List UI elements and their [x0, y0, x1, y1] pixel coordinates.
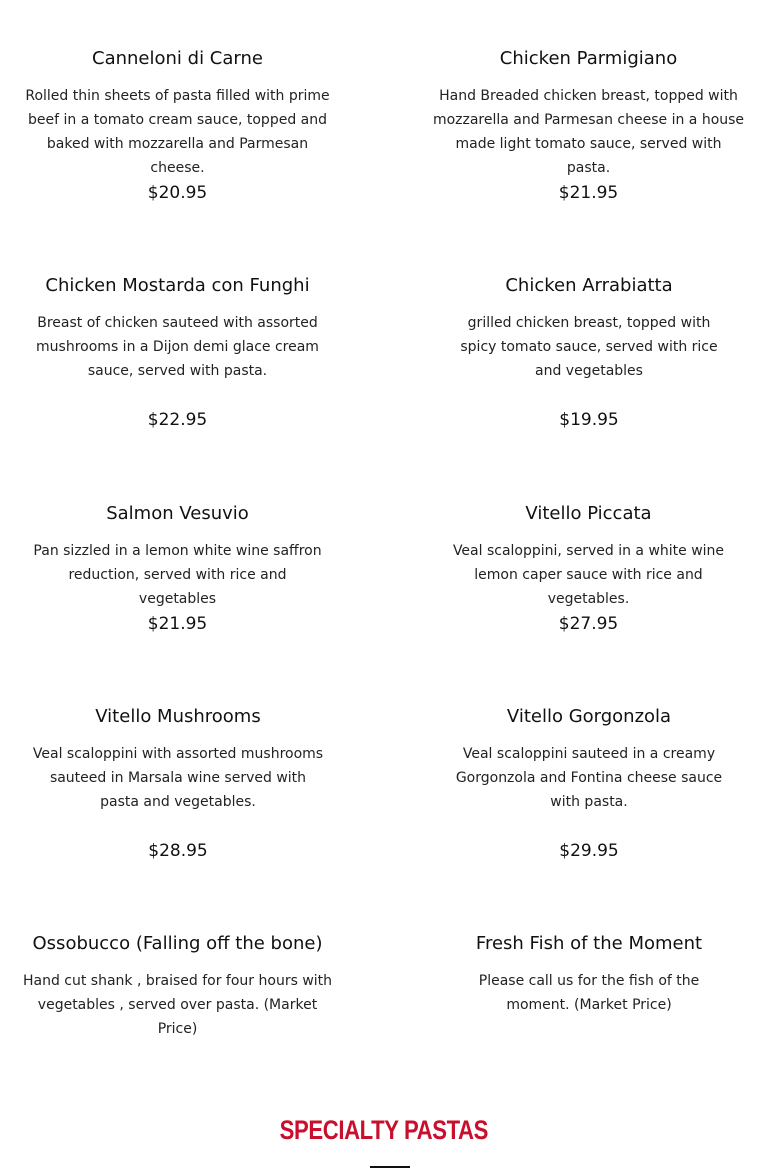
menu-item-name: Vitello Gorgonzola: [506, 706, 672, 727]
menu-item-description: Please call us for the fish of the moment. (Market Price): [478, 973, 700, 1013]
menu-item-price: $19.95: [559, 410, 619, 430]
menu-item-name: Vitello Piccata: [525, 503, 652, 524]
menu-item-chicken-arrabiatta: [448, 275, 730, 445]
menu-item-vitello-piccata: [432, 503, 745, 653]
menu-item-description: Pan sizzled in a lemon white wine saffron reduction, served with rice and vegetables: [33, 543, 322, 607]
menu-item-description: Breast of chicken sauteed with assorted mushrooms in a Dijon demi glace cream sauce, served with pasta.: [36, 315, 319, 379]
menu-item-ossobucco: [20, 933, 335, 1037]
section-title-specialty-pastas: SPECIALTY PASTAS: [279, 1115, 489, 1145]
menu-item-canneloni-di-carne: [20, 48, 335, 218]
menu-item-name: Vitello Mushrooms: [95, 706, 261, 727]
menu-item-description: Veal scaloppini, served in a white wine lemon caper sauce with rice and vegetables.: [452, 543, 725, 607]
menu-item-description: Hand Breaded chicken breast, topped with mozzarella and Parmesan cheese in a house made light tomato sauce, served with pasta.: [432, 88, 745, 176]
menu-item-name: Canneloni di Carne: [92, 48, 263, 69]
menu-item-price: $22.95: [147, 410, 208, 430]
menu-item-name: Salmon Vesuvio: [106, 503, 249, 524]
menu-item-fresh-fish-of-the-moment: [448, 933, 730, 1033]
menu-item-vitello-mushrooms: [32, 706, 324, 876]
section-divider: [370, 1166, 410, 1168]
menu-item-price: $29.95: [559, 841, 619, 861]
menu-item-name: Ossobucco (Falling off the bone): [32, 933, 323, 954]
menu-item-name: Chicken Parmigiano: [499, 48, 678, 69]
menu-item-price: $21.95: [147, 614, 208, 634]
menu-item-price: $20.95: [147, 183, 208, 203]
menu-item-price: $21.95: [558, 183, 619, 203]
menu-item-description: Hand cut shank , braised for four hours with vegetables , served over pasta. (Market Price): [22, 973, 333, 1037]
menu-item-salmon-vesuvio: [30, 503, 325, 653]
menu-item-vitello-gorgonzola: [440, 706, 738, 876]
menu-item-description: Veal scaloppini sauteed in a creamy Gorgonzola and Fontina cheese sauce with pasta.: [455, 746, 723, 810]
menu-item-name: Chicken Arrabiatta: [505, 275, 673, 296]
menu-item-name: Chicken Mostarda con Funghi: [45, 275, 310, 296]
menu-item-chicken-parmigiano: [432, 48, 745, 218]
menu-item-price: $28.95: [148, 841, 208, 861]
menu-item-description: Rolled thin sheets of pasta filled with prime beef in a tomato cream sauce, topped and baked with mozzarella and Parmesan cheese.: [25, 88, 330, 176]
menu-item-chicken-mostarda-con-funghi: [30, 275, 325, 445]
menu-item-description: Veal scaloppini with assorted mushrooms sauteed in Marsala wine served with pasta and vegetables.: [32, 746, 324, 810]
menu-item-name: Fresh Fish of the Moment: [475, 933, 703, 954]
menu-item-price: $27.95: [558, 614, 619, 634]
menu-item-description: grilled chicken breast, topped with spicy tomato sauce, served with rice and vegetables: [460, 315, 718, 379]
